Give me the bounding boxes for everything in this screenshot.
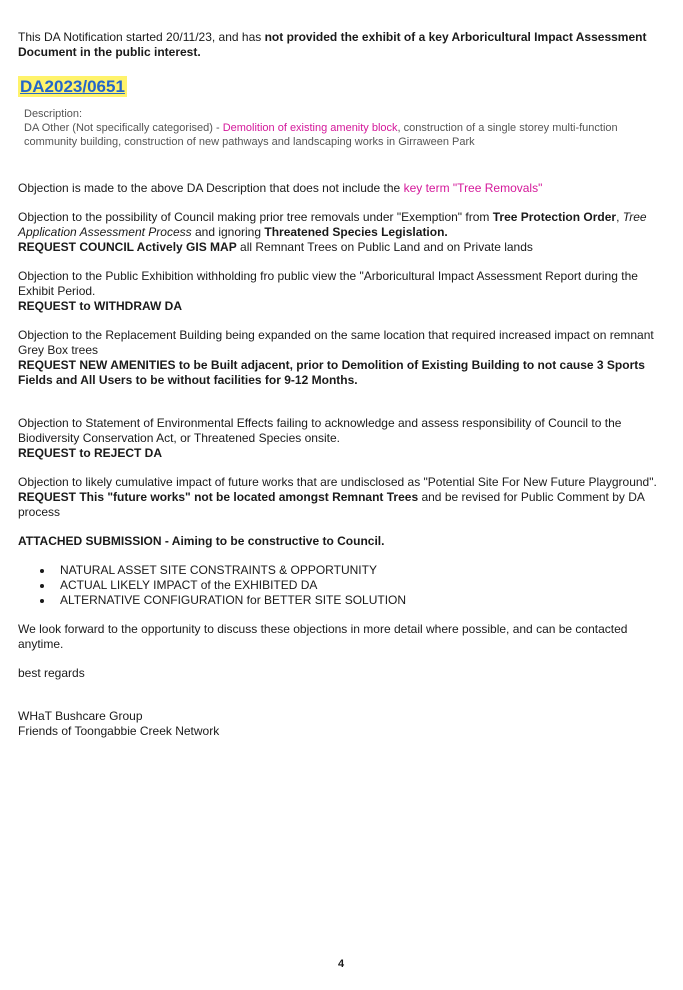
objection-3-request: REQUEST to WITHDRAW DA <box>18 299 182 313</box>
description-rest: , construction of a single storey multi-function community building, construction of new pathways and landscaping works in Girraween Park <box>24 122 618 148</box>
objection-4: Objection to the Replacement Building being expanded on the same location that required increased impact on remnant Grey Box trees <box>18 328 654 357</box>
objection-2-bold-b: Threatened Species Legislation. <box>264 225 448 239</box>
objection-2-text-b: , <box>616 210 623 224</box>
objection-2 <box>18 210 668 240</box>
objection-6: Objection to likely cumulative impact of future works that are undisclosed as "Potential Site For New Future Playground". <box>18 475 657 489</box>
objection-6-request-bold: REQUEST This "future works" not be located amongst Remnant Trees <box>18 490 419 504</box>
objection-4-request: REQUEST NEW AMENITIES to be Built adjacent, prior to Demolition of Existing Building to not cause 3 Sports Fields and All Users to be without facilities for 9-12 Months. <box>18 358 645 387</box>
signature-line-2: Friends of Toongabbie Creek Network <box>18 724 220 738</box>
objection-1 <box>18 181 668 196</box>
regards-text: best regards <box>18 666 85 680</box>
objection-2-text-c: and ignoring <box>191 225 265 239</box>
description-text <box>24 121 668 149</box>
objection-2-request-text: all Remnant Trees on Public Land and on Private lands <box>236 240 533 254</box>
page-number: 4 <box>338 958 345 970</box>
description-block <box>24 107 668 149</box>
objection-5-request: REQUEST to REJECT DA <box>18 446 163 460</box>
objection-2-request <box>18 240 668 255</box>
description-label: Description: <box>24 108 83 120</box>
submission-bullet-list <box>18 563 668 608</box>
description-highlight: Demolition of existing amenity block <box>222 122 398 134</box>
objection-3: Objection to the Public Exhibition withholding fro public view the "Arboricultural Impact Assessment Report during the Exhibit Period. <box>18 269 638 298</box>
objection-2-italic: Tree Application Assessment Process <box>18 210 647 239</box>
bullet-item: NATURAL ASSET SITE CONSTRAINTS & OPPORTUNITY <box>18 563 668 578</box>
document-page <box>18 30 668 739</box>
objection-6-request <box>18 490 668 520</box>
objection-1-highlight: key term "Tree Removals" <box>403 181 543 195</box>
objection-2-request-bold: REQUEST COUNCIL Actively GIS MAP <box>18 240 237 254</box>
closing-paragraph: We look forward to the opportunity to discuss these objections in more detail where possible, and can be contacted anytime. <box>18 622 628 651</box>
bullet-item: ALTERNATIVE CONFIGURATION for BETTER SITE SOLUTION <box>18 593 668 608</box>
objection-2-bold-a: Tree Protection Order <box>492 210 617 224</box>
intro-bold-text: not provided the exhibit of a key Arboricultural Impact Assessment Document in the public interest. <box>18 30 647 59</box>
da-number-heading: DA2023/0651 <box>20 77 125 96</box>
attached-submission-heading: ATTACHED SUBMISSION - Aiming to be constructive to Council. <box>18 534 385 548</box>
intro-paragraph <box>18 30 668 60</box>
description-prefix: DA Other (Not specifically categorised) - <box>24 122 223 134</box>
objection-2-text-a: Objection to the possibility of Council making prior tree removals under "Exemption" from <box>18 210 493 224</box>
objection-5: Objection to Statement of Environmental Effects failing to acknowledge and assess responsibility of Council to the Biodiversity Conservation Act, or Threatened Species onsite. <box>18 416 622 445</box>
signature-line-1: WHaT Bushcare Group <box>18 709 143 723</box>
intro-text: This DA Notification started 20/11/23, and has <box>18 30 265 44</box>
objection-6-request-text: and be revised for Public Comment by DA process <box>18 490 645 519</box>
bullet-item: ACTUAL LIKELY IMPACT of the EXHIBITED DA <box>18 578 668 593</box>
objection-1-text: Objection is made to the above DA Description that does not include the <box>18 181 404 195</box>
